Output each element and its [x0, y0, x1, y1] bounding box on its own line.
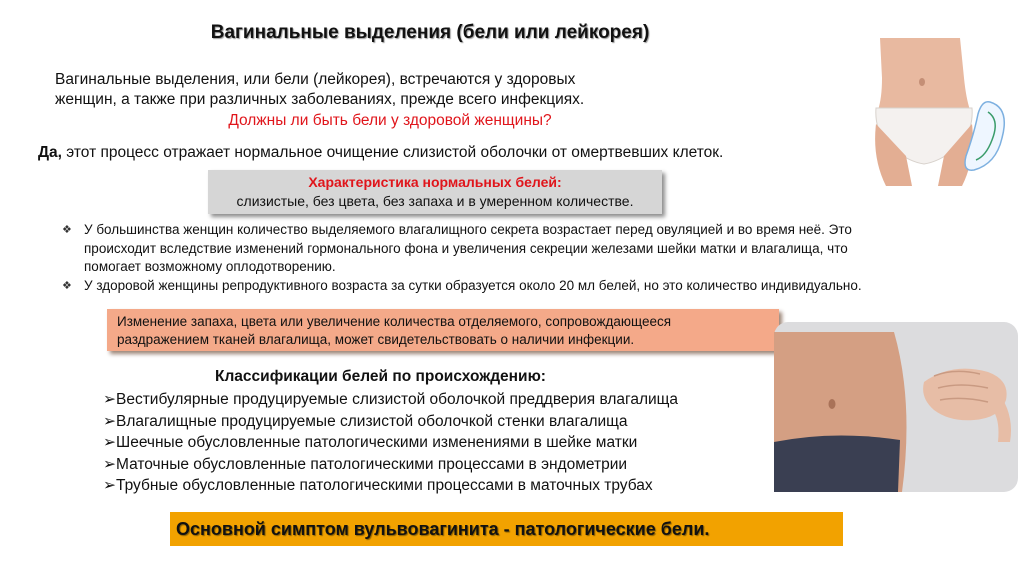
normal-characteristics-text: слизистые, без цвета, без запаха и в умеренном количестве. — [236, 193, 634, 209]
answer-line — [38, 144, 723, 162]
classification-item: ➢Вестибулярные продуцируемые слизистой оболочкой преддверия влагалища — [103, 391, 679, 408]
intro-paragraph — [55, 70, 675, 110]
classification-item: ➢Шеечные обусловленные патологическими изменениями в шейке матки — [103, 434, 638, 451]
diamond-bullet-icon: ❖ — [62, 279, 72, 292]
normal-characteristics-heading: Характеристика нормальных белей: — [308, 174, 562, 190]
bullet-line: происходит вследствие изменений гормонального фона и увеличения секреции железами шейки матки и влагалища, что — [84, 240, 848, 256]
classification-title: Классификации белей по происхождению: — [215, 368, 546, 385]
intro-line: женщин, а также при различных заболеваниях, прежде всего инфекциях. — [55, 91, 585, 108]
warning-box — [107, 309, 779, 351]
classification-item: ➢Маточные обусловленные патологическими процессами в эндометрии — [103, 455, 628, 473]
underwear-photo — [842, 38, 1020, 186]
classification-list — [103, 389, 678, 497]
bullet-line: У здоровой женщины репродуктивного возраста за сутки образуется около 20 мл белей, но это количество индивидуально. — [84, 277, 862, 293]
belly-photo — [774, 322, 1018, 492]
intro-line: Вагинальные выделения, или бели (лейкорея), встречаются у здоровых — [55, 71, 576, 88]
bullet-item — [62, 221, 962, 277]
answer-yes: Да, — [38, 144, 62, 161]
main-symptom-box: Основной симптом вульвовагинита - патологические бели. — [170, 512, 843, 546]
question-text: Должны ли быть бели у здоровой женщины? — [228, 112, 552, 129]
normal-characteristics-box — [208, 170, 662, 214]
bullet-line: помогает возможному оплодотворению. — [84, 259, 336, 274]
warning-line: Изменение запаха, цвета или увеличение количества отделяемого, сопровождающееся — [117, 314, 672, 329]
classification-item: ➢Трубные обусловленные патологическими процессами в маточных трубах — [103, 477, 653, 494]
bullet-item — [62, 277, 962, 296]
answer-text: этот процесс отражает нормальное очищение слизистой оболочки от омертвевших клеток. — [61, 144, 724, 161]
bullet-line: У большинства женщин количество выделяемого влагалищного секрета возрастает перед овуляцией и во время неё. Это — [84, 222, 852, 237]
warning-line: раздражением тканей влагалища, может свидетельствовать о наличии инфекции. — [117, 332, 635, 347]
page-title: Вагинальные выделения (бели или лейкорея) — [210, 22, 650, 43]
bullet-list — [62, 221, 962, 295]
classification-item: ➢Влагалищные продуцируемые слизистой оболочкой стенки влагалища — [103, 412, 628, 430]
diamond-bullet-icon: ❖ — [62, 224, 72, 236]
